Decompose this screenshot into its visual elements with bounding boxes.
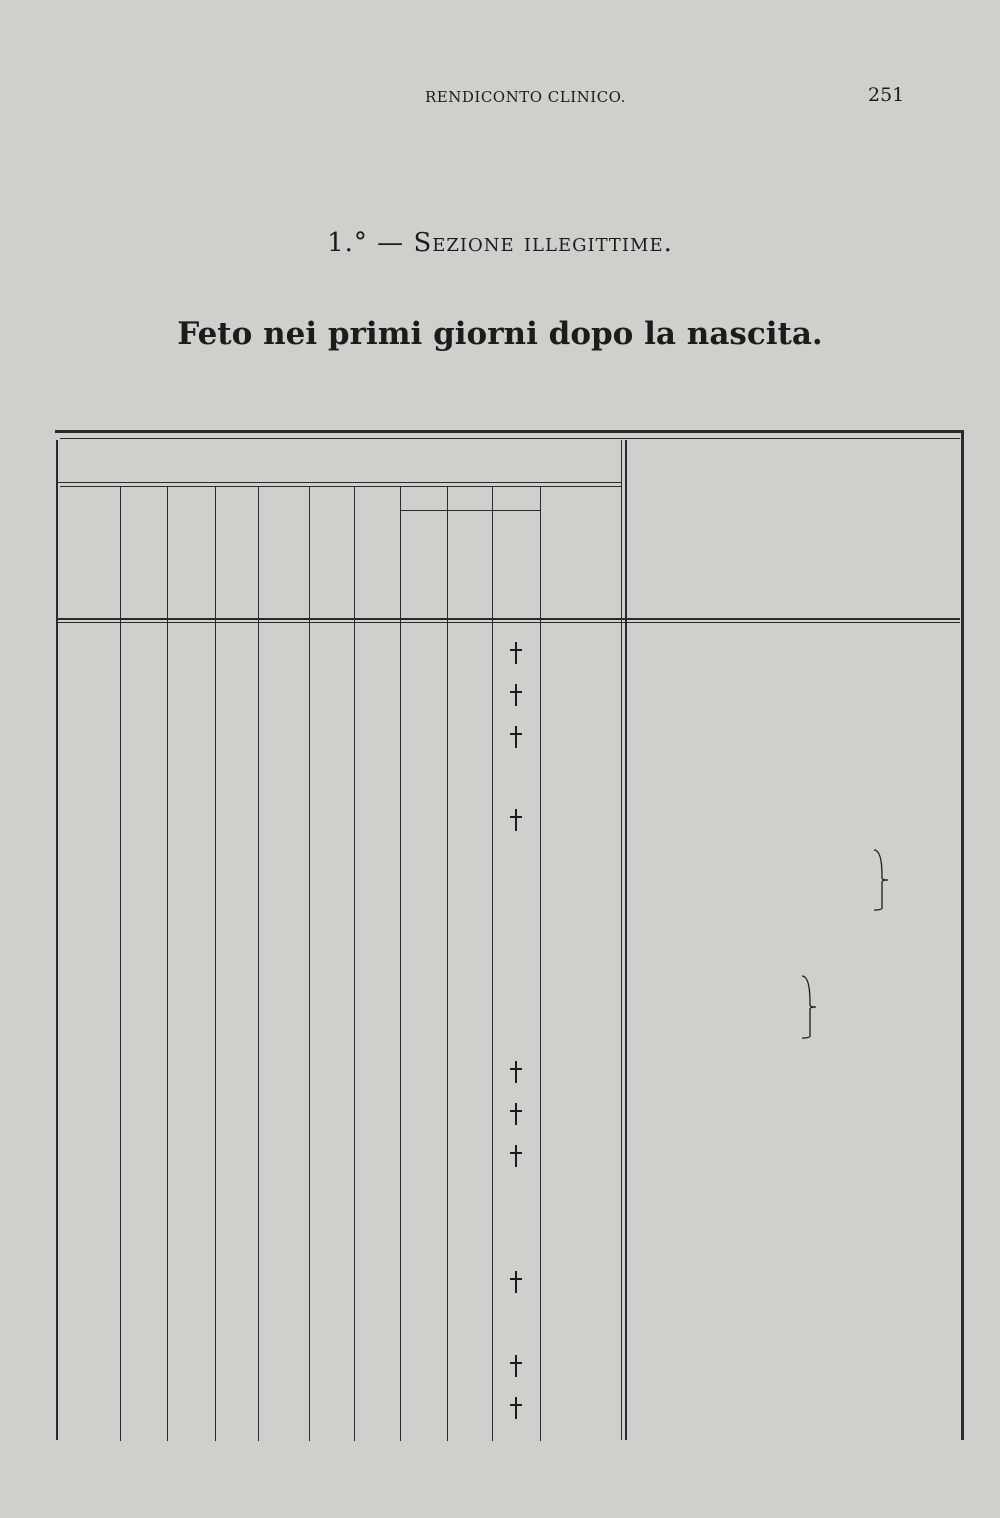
twins-bracket <box>872 848 892 922</box>
death-cross <box>510 726 522 748</box>
death-cross <box>510 809 522 831</box>
section-prefix: 1.° — <box>327 228 405 258</box>
death-cross <box>510 1061 522 1083</box>
column-rule <box>309 486 310 1441</box>
main-title: Feto nei primi giorni dopo la nascita. <box>177 316 823 352</box>
group-header-rule-inner <box>60 486 621 487</box>
header-bottom-rule-inner <box>56 622 960 623</box>
section-title <box>0 228 1000 258</box>
column-rule <box>540 486 541 1441</box>
death-cross <box>510 1145 522 1167</box>
group-header-rule <box>56 482 621 483</box>
table-top-rule <box>55 430 963 433</box>
death-cross <box>510 642 522 664</box>
section-name: Sezione illegittime. <box>413 228 673 258</box>
death-cross <box>510 1355 522 1377</box>
table-left-rule <box>56 440 58 1440</box>
column-rule <box>354 486 355 1441</box>
column-rule <box>167 486 168 1441</box>
table-right-rule <box>961 430 964 1440</box>
column-rule <box>120 486 121 1441</box>
column-rule <box>492 486 493 1441</box>
obs-divider-rule-inner <box>621 440 622 1440</box>
twins-bracket <box>800 974 820 1050</box>
death-cross <box>510 1397 522 1419</box>
page-number: 251 <box>868 84 905 106</box>
death-cross <box>510 1103 522 1125</box>
header-bottom-rule <box>56 618 960 620</box>
obs-divider-rule <box>625 440 627 1440</box>
table-top-rule-inner <box>60 438 960 439</box>
death-cross <box>510 684 522 706</box>
column-rule <box>400 486 401 1441</box>
uscita-sub-rule <box>400 510 540 511</box>
column-rule <box>258 486 259 1441</box>
death-cross <box>510 1271 522 1293</box>
column-rule <box>447 486 448 1441</box>
running-head: RENDICONTO CLINICO. <box>425 88 626 106</box>
column-rule <box>215 486 216 1441</box>
